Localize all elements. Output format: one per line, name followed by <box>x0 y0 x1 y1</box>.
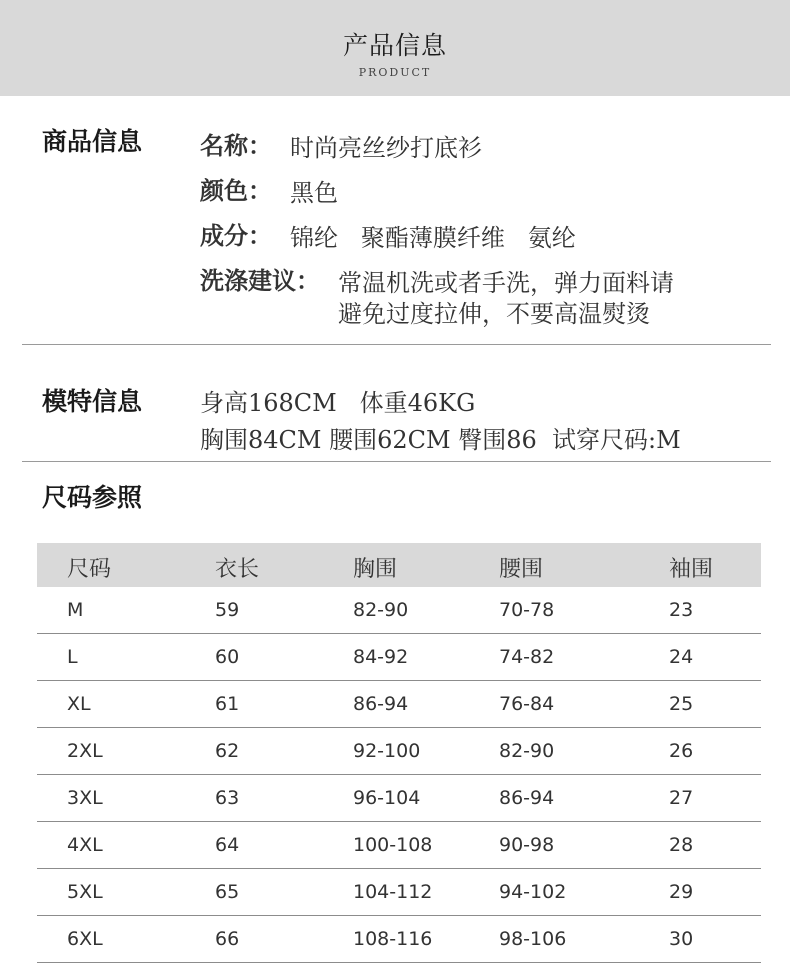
divider <box>22 344 771 345</box>
model-info-line-1: 身高168CM 体重46KG <box>200 389 476 417</box>
model-info-heading: 模特信息 <box>42 387 143 416</box>
cell-waist: 86-94 <box>499 787 555 809</box>
cell-sleeve: 24 <box>669 646 694 668</box>
cell-sleeve: 23 <box>669 599 694 621</box>
table-row <box>37 681 761 728</box>
model-info-line-2: 胸围84CM 腰围62CM 臀围86 试穿尺码:M <box>200 426 681 454</box>
cell-chest: 92-100 <box>353 740 421 762</box>
cell-sleeve: 28 <box>669 834 694 856</box>
cell-size: 5XL <box>67 881 103 903</box>
cell-waist: 74-82 <box>499 646 555 668</box>
banner-subtitle: PRODUCT <box>358 66 432 79</box>
cell-sleeve: 26 <box>669 740 694 762</box>
cell-waist: 76-84 <box>499 693 555 715</box>
cell-size: 6XL <box>67 928 103 950</box>
table-body <box>37 587 761 963</box>
table-row <box>37 587 761 634</box>
cell-size: 2XL <box>67 740 103 762</box>
field-label-name: 名称： <box>200 132 272 160</box>
cell-size: M <box>67 599 84 621</box>
column-header-size: 尺码 <box>67 557 112 582</box>
field-value-material: 锦纶 聚酯薄膜纤维 氨纶 <box>290 224 576 252</box>
cell-sleeve: 30 <box>669 928 694 950</box>
field-label-material: 成分： <box>200 222 272 250</box>
field-value-care-line-1: 常温机洗或者手洗，弹力面料请 <box>338 269 674 297</box>
divider <box>22 461 771 462</box>
table-row <box>37 728 761 775</box>
cell-chest: 84-92 <box>353 646 409 668</box>
table-row <box>37 822 761 869</box>
cell-length: 60 <box>215 646 240 668</box>
cell-chest: 96-104 <box>353 787 421 809</box>
column-header-length: 衣长 <box>215 557 260 582</box>
cell-sleeve: 29 <box>669 881 694 903</box>
cell-sleeve: 27 <box>669 787 694 809</box>
cell-waist: 82-90 <box>499 740 555 762</box>
field-label-color: 颜色： <box>200 177 272 205</box>
column-header-chest: 胸围 <box>353 557 398 582</box>
field-value-color: 黑色 <box>290 179 338 207</box>
field-label-care: 洗涤建议： <box>200 267 320 295</box>
header-banner <box>0 0 790 96</box>
cell-waist: 94-102 <box>499 881 567 903</box>
cell-sleeve: 25 <box>669 693 694 715</box>
size-table <box>37 543 761 963</box>
column-header-sleeve: 袖围 <box>669 557 714 582</box>
product-info-heading: 商品信息 <box>42 127 143 156</box>
size-chart-heading: 尺码参照 <box>42 483 143 512</box>
cell-waist: 70-78 <box>499 599 555 621</box>
cell-length: 66 <box>215 928 240 950</box>
cell-length: 65 <box>215 881 240 903</box>
table-row <box>37 775 761 822</box>
cell-size: XL <box>67 693 91 715</box>
table-header <box>37 543 761 587</box>
cell-size: 4XL <box>67 834 103 856</box>
cell-chest: 82-90 <box>353 599 409 621</box>
cell-length: 63 <box>215 787 240 809</box>
table-row <box>37 634 761 681</box>
cell-size: L <box>67 646 78 668</box>
cell-waist: 90-98 <box>499 834 555 856</box>
table-row <box>37 869 761 916</box>
cell-waist: 98-106 <box>499 928 567 950</box>
cell-chest: 100-108 <box>353 834 433 856</box>
banner-title: 产品信息 <box>342 31 447 60</box>
field-value-care-line-2: 避免过度拉伸，不要高温熨烫 <box>338 300 650 328</box>
cell-length: 61 <box>215 693 240 715</box>
cell-length: 64 <box>215 834 240 856</box>
cell-length: 62 <box>215 740 240 762</box>
table-row <box>37 916 761 963</box>
field-value-name: 时尚亮丝纱打底衫 <box>290 134 482 162</box>
cell-size: 3XL <box>67 787 103 809</box>
cell-chest: 108-116 <box>353 928 433 950</box>
column-header-waist: 腰围 <box>499 557 544 582</box>
cell-length: 59 <box>215 599 240 621</box>
cell-chest: 86-94 <box>353 693 409 715</box>
cell-chest: 104-112 <box>353 881 433 903</box>
